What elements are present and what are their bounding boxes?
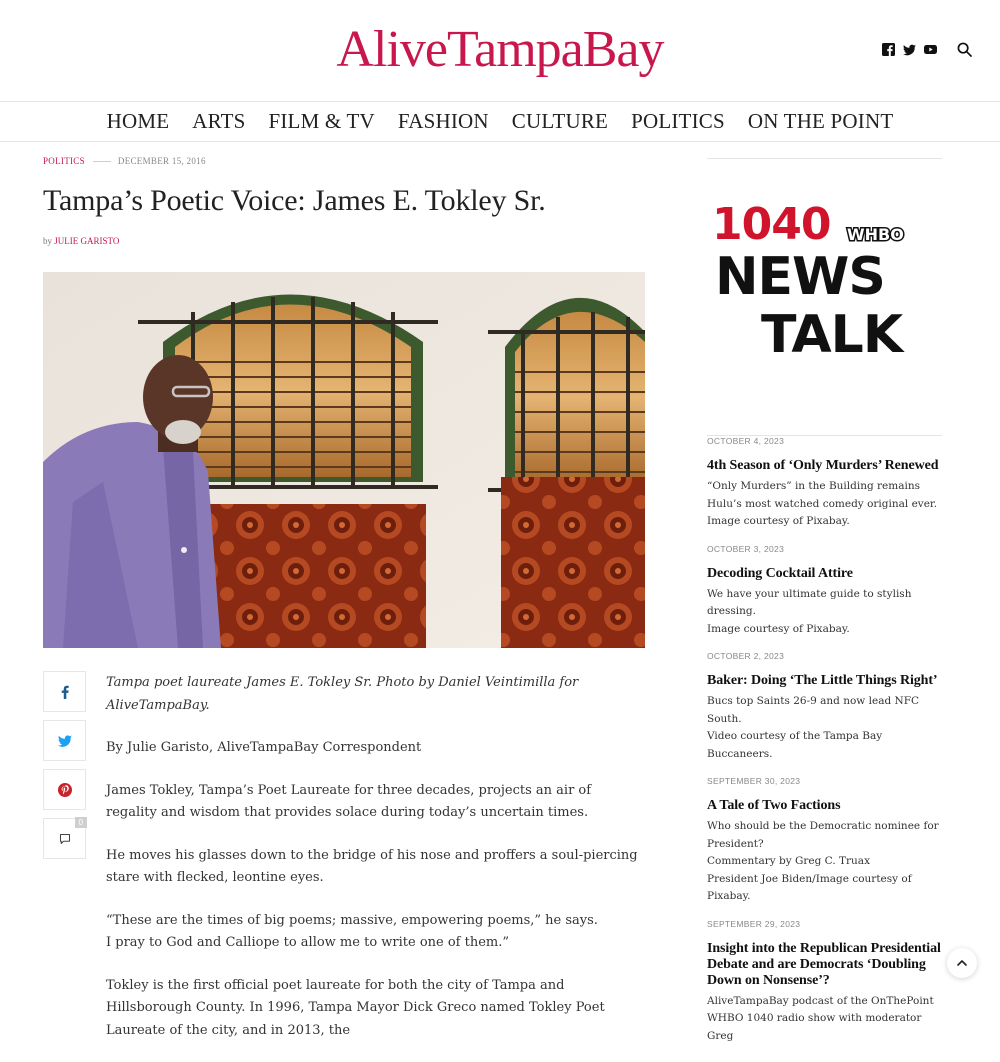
- excerpt-line: President Joe Biden/Image courtesy of Pixabay.: [707, 872, 912, 902]
- recent-post: [707, 433, 947, 531]
- byline: [43, 236, 119, 246]
- ad-number: 1040: [712, 199, 831, 250]
- post-excerpt: [707, 693, 947, 763]
- article-paragraph: [106, 910, 646, 955]
- nav-item-on-the-point[interactable]: ON THE POINT: [747, 109, 894, 133]
- nav-item-home[interactable]: HOME: [106, 109, 170, 133]
- share-twitter-button[interactable]: [43, 720, 86, 761]
- quote-line: I pray to God and Calliope to allow me to write one of them.”: [106, 935, 510, 950]
- featured-photo-image: [43, 272, 645, 648]
- post-title-link[interactable]: A Tale of Two Factions: [707, 798, 841, 813]
- post-date: OCTOBER 3, 2023: [707, 543, 785, 554]
- share-facebook-button[interactable]: [43, 671, 86, 712]
- excerpt-line: AliveTampaBay podcast of the OnThePoint WHBO 1040 radio show with moderator Greg: [707, 994, 934, 1042]
- article-title: Tampa’s Poetic Voice: James E. Tokley Sr.: [43, 184, 546, 217]
- post-excerpt: [707, 586, 947, 639]
- meta-divider: [93, 161, 111, 162]
- site-header: [0, 0, 1000, 102]
- post-excerpt: [707, 818, 947, 906]
- social-links: [882, 42, 972, 57]
- excerpt-line: Who should be the Democratic nominee for President?: [707, 820, 939, 850]
- article-paragraph: James Tokley, Tampa’s Poet Laureate for three decades, projects an air of regality and wisdom that provides solace during today’s uncertain times.: [106, 782, 592, 820]
- post-title-link[interactable]: Decoding Cocktail Attire: [707, 565, 853, 581]
- post-excerpt: [707, 993, 947, 1046]
- pinterest-icon: [58, 783, 72, 797]
- twitter-icon[interactable]: [903, 43, 916, 56]
- scroll-to-top-button[interactable]: [947, 948, 977, 978]
- recent-post: [707, 648, 947, 763]
- article-meta: [43, 156, 206, 166]
- article-body: [106, 672, 646, 1062]
- sidebar: [707, 158, 942, 159]
- radio-ad-banner[interactable]: [707, 196, 942, 366]
- nav-item-politics[interactable]: POLITICS: [631, 109, 725, 133]
- excerpt-line: We have your ultimate guide to stylish dressing.: [707, 587, 912, 617]
- facebook-icon: [59, 685, 71, 699]
- nav-item-film-tv[interactable]: FILM & TV: [268, 109, 375, 133]
- post-date: SEPTEMBER 29, 2023: [707, 918, 801, 929]
- twitter-icon: [58, 735, 72, 747]
- photo-caption: Tampa poet laureate James E. Tokley Sr. Photo by Daniel Veintimilla for AliveTampaBay.: [106, 675, 579, 713]
- excerpt-line: Image courtesy of Pixabay.: [707, 622, 850, 635]
- nav-item-culture[interactable]: CULTURE: [511, 109, 609, 133]
- ad-talk: TALK: [761, 305, 903, 365]
- search-icon[interactable]: [957, 42, 972, 57]
- post-date: OCTOBER 2, 2023: [707, 651, 785, 661]
- site-logo[interactable]: AliveTampaBay: [336, 21, 664, 78]
- recent-post: [707, 773, 947, 906]
- nav-item-fashion[interactable]: FASHION: [397, 109, 489, 133]
- excerpt-line: “Only Murders” in the Building remains Hulu’s most watched comedy original ever.: [707, 480, 938, 510]
- excerpt-line: Commentary by Greg C. Truax: [707, 855, 870, 867]
- recent-post: [707, 916, 947, 1046]
- category-link[interactable]: POLITICS: [43, 156, 85, 166]
- post-excerpt: [707, 478, 947, 531]
- recent-posts: [707, 433, 947, 1055]
- recent-post: [707, 541, 947, 639]
- byline-prefix: by: [43, 236, 52, 246]
- comments-button[interactable]: [43, 818, 86, 859]
- author-link[interactable]: JULIE GARISTO: [54, 236, 120, 246]
- excerpt-line: Bucs top Saints 26-9 and now lead NFC South.: [707, 695, 920, 725]
- article-date: DECEMBER 15, 2016: [117, 156, 206, 166]
- news-talk-logo: [707, 196, 942, 366]
- comment-count-badge: 0: [75, 817, 87, 828]
- share-pinterest-button[interactable]: [43, 769, 86, 810]
- comment-icon: [59, 833, 71, 845]
- quote-line: “These are the times of big poems; massive, empowering poems,” he says.: [106, 912, 598, 928]
- sidebar-divider: [707, 158, 942, 159]
- post-date: SEPTEMBER 30, 2023: [707, 776, 801, 786]
- excerpt-line: Image courtesy of Pixabay.: [707, 515, 850, 527]
- article-paragraph: Tokley is the first official poet laureate for both the city of Tampa and Hillsborough County. In 1996, Tampa Mayor Dick Greco named Tokley Poet Laureate of the city, and in 2013, the: [106, 977, 605, 1038]
- share-bar: [43, 671, 86, 867]
- chevron-up-icon: [956, 957, 968, 969]
- post-title-link[interactable]: Baker: Doing ‘The Little Things Right’: [707, 673, 938, 688]
- main-nav: [0, 102, 1000, 142]
- article-paragraph: By Julie Garisto, AliveTampaBay Correspondent: [106, 740, 422, 755]
- ad-callsign: WHBO: [847, 225, 904, 244]
- post-title-link[interactable]: 4th Season of ‘Only Murders’ Renewed: [707, 458, 939, 473]
- article-paragraph: He moves his glasses down to the bridge of his nose and proffers a soul-piercing stare with flecked, leontine eyes.: [106, 847, 638, 885]
- excerpt-line: Video courtesy of the Tampa Bay Buccaneers.: [707, 730, 883, 760]
- post-title-link[interactable]: Insight into the Republican Presidential Debate and are Democrats ‘Doubling Down on Nonsense’?: [707, 940, 941, 988]
- nav-item-arts[interactable]: ARTS: [192, 109, 246, 133]
- featured-photo: [43, 272, 645, 648]
- ad-news: NEWS: [715, 247, 885, 307]
- post-date: OCTOBER 4, 2023: [707, 436, 785, 446]
- youtube-icon[interactable]: [924, 43, 937, 56]
- facebook-icon[interactable]: [882, 43, 895, 56]
